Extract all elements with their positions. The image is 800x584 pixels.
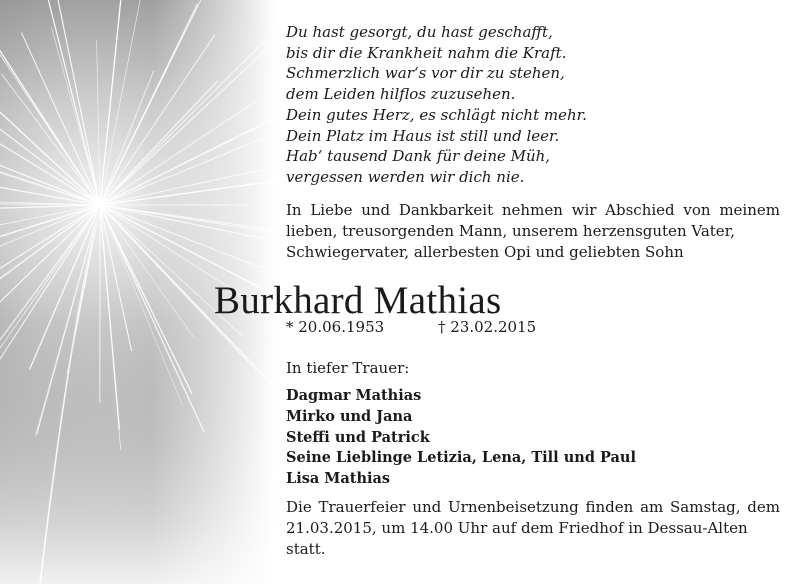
poem-line: dem Leiden hilflos zuzusehen. xyxy=(286,85,516,104)
ceremony-last-line: statt. xyxy=(286,540,326,558)
poem xyxy=(286,22,786,188)
mourner-name: Mirko und Jana xyxy=(286,407,413,425)
poem-line: Dein Platz im Haus ist still und leer. xyxy=(286,126,560,145)
poem-line: Hab‘ tausend Dank für deine Müh, xyxy=(286,147,551,166)
birth-date: * 20.06.1953 xyxy=(286,318,385,336)
ceremony-text: Die Trauerfeier und Urnenbeisetzung finden am Samstag, dem 21.03.2015, um 14.00 Uhr auf dem Friedhof in Dessau-Alten xyxy=(286,498,780,537)
mourner-name: Dagmar Mathias xyxy=(286,387,422,404)
farewell-text: In Liebe und Dankbarkeit nehmen wir Abschied von meinem lieben, treusorgenden Mann, unserem herzensguten Vater, xyxy=(286,201,780,240)
mourning-label: In tiefer Trauer: xyxy=(286,359,410,377)
poem-line: Dein gutes Herz, es schlägt nicht mehr. xyxy=(286,105,587,124)
poem-line: vergessen werden wir dich nie. xyxy=(286,167,525,186)
poem-line: Du hast gesorgt, du hast geschafft, xyxy=(286,23,553,41)
ceremony-paragraph xyxy=(286,497,780,560)
farewell-last-line: Schwiegervater, allerbesten Opi und geliebten Sohn xyxy=(286,243,684,261)
mourner-name: Seine Lieblinge Letizia, Lena, Till und Paul xyxy=(286,449,636,467)
farewell-paragraph xyxy=(286,200,780,263)
deceased-name: Burkhard Mathias xyxy=(214,279,502,322)
poem-line: Schmerzlich war‘s vor dir zu stehen, xyxy=(286,64,565,83)
mourners-list xyxy=(286,386,636,490)
mourner-name: Steffi und Patrick xyxy=(286,428,430,446)
death-date: † 23.02.2015 xyxy=(438,318,537,336)
poem-line: bis dir die Krankheit nahm die Kraft. xyxy=(286,43,567,62)
mourner-name: Lisa Mathias xyxy=(286,470,391,488)
